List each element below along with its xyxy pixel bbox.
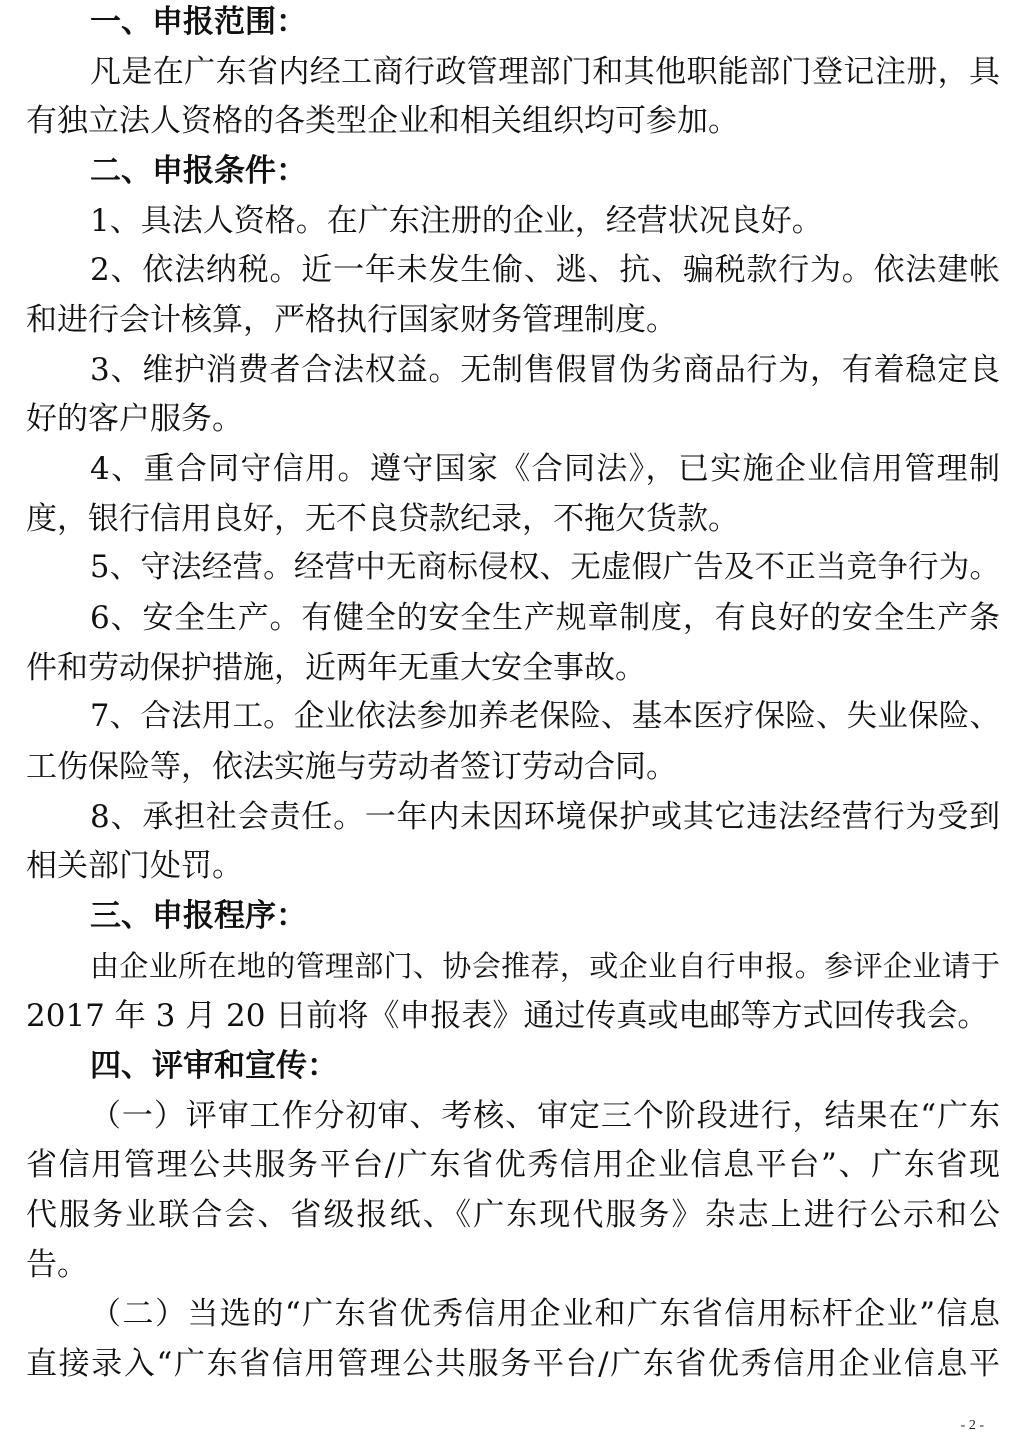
section-heading-scope: 一、申报范围： xyxy=(90,4,307,40)
paragraph-line: 和进行会计核算，严格执行国家财务管理制度。 xyxy=(26,302,677,338)
condition-item-1: 1、具法人资格。在广东注册的企业，经营状况良好。 xyxy=(90,203,823,239)
condition-item-5: 5、守法经营。经营中无商标侵权、无虚假广告及不正当竞争行为。 xyxy=(90,550,1000,585)
paragraph-line: 省信用管理公共服务平台/广东省优秀信用企业信息平台”、广东省现 xyxy=(26,1147,1000,1183)
condition-item-4: 4、重合同守信用。遵守国家《合同法》，已实施企业信用管理制 xyxy=(90,451,1000,487)
condition-item-7: 7、合法用工。企业依法参加养老保险、基本医疗保险、失业保险、 xyxy=(90,699,1000,734)
paragraph-line: 代服务业联合会、省级报纸、《广东现代服务》杂志上进行公示和公 xyxy=(26,1197,1000,1233)
paragraph-line: 有独立法人资格的各类型企业和相关组织均可参加。 xyxy=(26,103,739,139)
paragraph-line: 件和劳动保护措施，近两年无重大安全事故。 xyxy=(26,650,646,686)
section-heading-conditions: 二、申报条件： xyxy=(90,153,307,189)
condition-item-3: 3、维护消费者合法权益。无制售假冒伪劣商品行为，有着稳定良 xyxy=(90,352,1000,388)
paragraph-line: 2017 年 3 月 20 日前将《申报表》通过传真或电邮等方式回传我会。 xyxy=(26,998,989,1034)
page-number: - 2 - xyxy=(960,1418,984,1433)
paragraph-line: （一）评审工作分初审、考核、审定三个阶段进行，结果在“广东 xyxy=(90,1098,1000,1134)
paragraph-line: 凡是在广东省内经工商行政管理部门和其他职能部门登记注册，具 xyxy=(90,54,1000,90)
paragraph-line: 相关部门处罚。 xyxy=(26,848,243,884)
paragraph-line: 工伤保险等，依法实施与劳动者签订劳动合同。 xyxy=(26,749,677,785)
paragraph-line: 直接录入“广东省信用管理公共服务平台/广东省优秀信用企业信息平 xyxy=(26,1346,1000,1382)
condition-item-8: 8、承担社会责任。一年内未因环境保护或其它违法经营行为受到 xyxy=(90,799,1000,835)
section-heading-procedure: 三、申报程序： xyxy=(90,898,307,934)
paragraph-line: 由企业所在地的管理部门、协会推荐，或企业自行申报。参评企业请于 xyxy=(90,949,1000,983)
condition-item-2: 2、依法纳税。近一年未发生偷、逃、抗、骗税款行为。依法建帐 xyxy=(90,252,1000,288)
paragraph-line: （二）当选的“广东省优秀信用企业和广东省信用标杆企业”信息 xyxy=(90,1296,1000,1332)
condition-item-6: 6、安全生产。有健全的安全生产规章制度，有良好的安全生产条 xyxy=(90,600,1000,636)
paragraph-line: 告。 xyxy=(26,1247,88,1283)
section-heading-review: 四、评审和宣传： xyxy=(90,1048,338,1084)
paragraph-line: 好的客户服务。 xyxy=(26,401,243,437)
paragraph-line: 度，银行信用良好，无不良贷款纪录，不拖欠货款。 xyxy=(26,501,739,537)
